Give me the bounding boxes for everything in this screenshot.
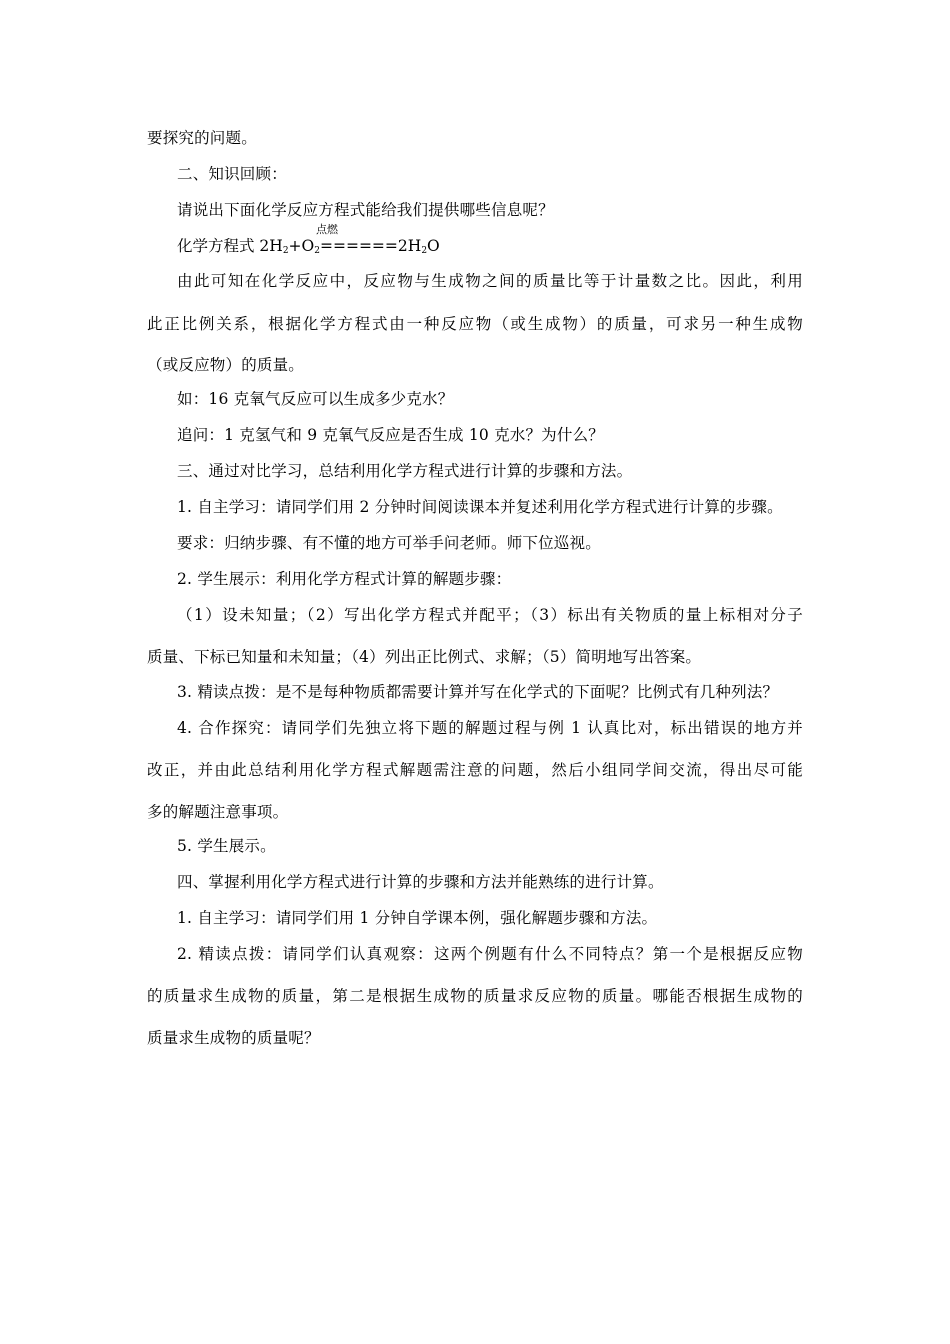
paragraph-line: 3. 精读点拨：是不是每种物质都需要计算并写在化学式的下面呢？比例式有几种列法？ — [177, 683, 779, 701]
paragraph-line: 2. 学生展示：利用化学方程式计算的解题步骤： — [177, 570, 512, 588]
paragraph-line: （或反应物）的质量。 — [147, 356, 305, 374]
paragraph-line: 质量求生成物的质量呢？ — [147, 1029, 320, 1047]
paragraph-line: 5. 学生展示。 — [177, 837, 276, 855]
section-heading-3: 三、通过对比学习，总结利用化学方程式进行计算的步骤和方法。 — [177, 462, 633, 480]
equation-result: 2H — [397, 237, 422, 255]
paragraph-line: （1）设未知量；（2）写出化学方程式并配平；（3）标出有关物质的量上标相对分子 — [177, 606, 803, 624]
paragraph-line: 1. 自主学习：请同学们用 1 分钟自学课本例，强化解题步骤和方法。 — [177, 909, 658, 927]
section-heading-2: 二、知识回顾： — [177, 165, 287, 183]
question-text: 请说出下面化学反应方程式能给我们提供哪些信息呢？ — [177, 201, 554, 219]
paragraph-line: 质量、下标已知量和未知量；（4）列出正比例式、求解；（5）简明地写出答案。 — [147, 648, 702, 666]
paragraph-line: 此正比例关系，根据化学方程式由一种反应物（或生成物）的质量，可求另一种生成物 — [147, 315, 803, 333]
equation-plus: +O — [288, 237, 315, 255]
paragraph-line: 改正，并由此总结利用化学方程式解题需注意的问题，然后小组同学间交流，得出尽可能 — [147, 761, 803, 779]
section-heading-4: 四、掌握利用化学方程式进行计算的步骤和方法并能熟练的进行计算。 — [177, 873, 664, 891]
paragraph-continuation: 要探究的问题。 — [147, 129, 257, 147]
paragraph-line: 4. 合作探究：请同学们先独立将下题的解题过程与例 1 认真比对，标出错误的地方并 — [177, 719, 803, 737]
paragraph-line: 由此可知在化学反应中，反应物与生成物之间的质量比等于计量数之比。因此，利用 — [177, 272, 803, 290]
equation-subscript: 2 — [282, 246, 289, 256]
follow-up-question: 追问：1 克氢气和 9 克氧气反应是否生成 10 克水？为什么？ — [177, 426, 604, 444]
paragraph-line: 1. 自主学习：请同学们用 2 分钟时间阅读课本并复述利用化学方程式进行计算的步骤。 — [177, 498, 783, 516]
paragraph-line: 要求：归纳步骤、有不懂的地方可举手问老师。师下位巡视。 — [177, 534, 601, 552]
equation-prefix: 化学方程式 2H — [177, 237, 283, 255]
paragraph-line: 多的解题注意事项。 — [147, 803, 289, 821]
reaction-condition: 点燃 — [316, 223, 338, 236]
example-question: 如：16 克氧气反应可以生成多少克水？ — [177, 390, 454, 408]
equation-arrow: ====== — [319, 237, 398, 255]
paragraph-line: 的质量求生成物的质量，第二是根据生成物的质量求反应物的质量。哪能否根据生成物的 — [147, 987, 803, 1005]
paragraph-line: 2. 精读点拨：请同学们认真观察：这两个例题有什么不同特点？第一个是根据反应物 — [177, 945, 803, 963]
equation-subscript: 2 — [421, 246, 428, 256]
equation-tail: O — [427, 237, 440, 255]
equation-subscript: 2 — [314, 246, 320, 256]
equation-line — [177, 236, 440, 261]
